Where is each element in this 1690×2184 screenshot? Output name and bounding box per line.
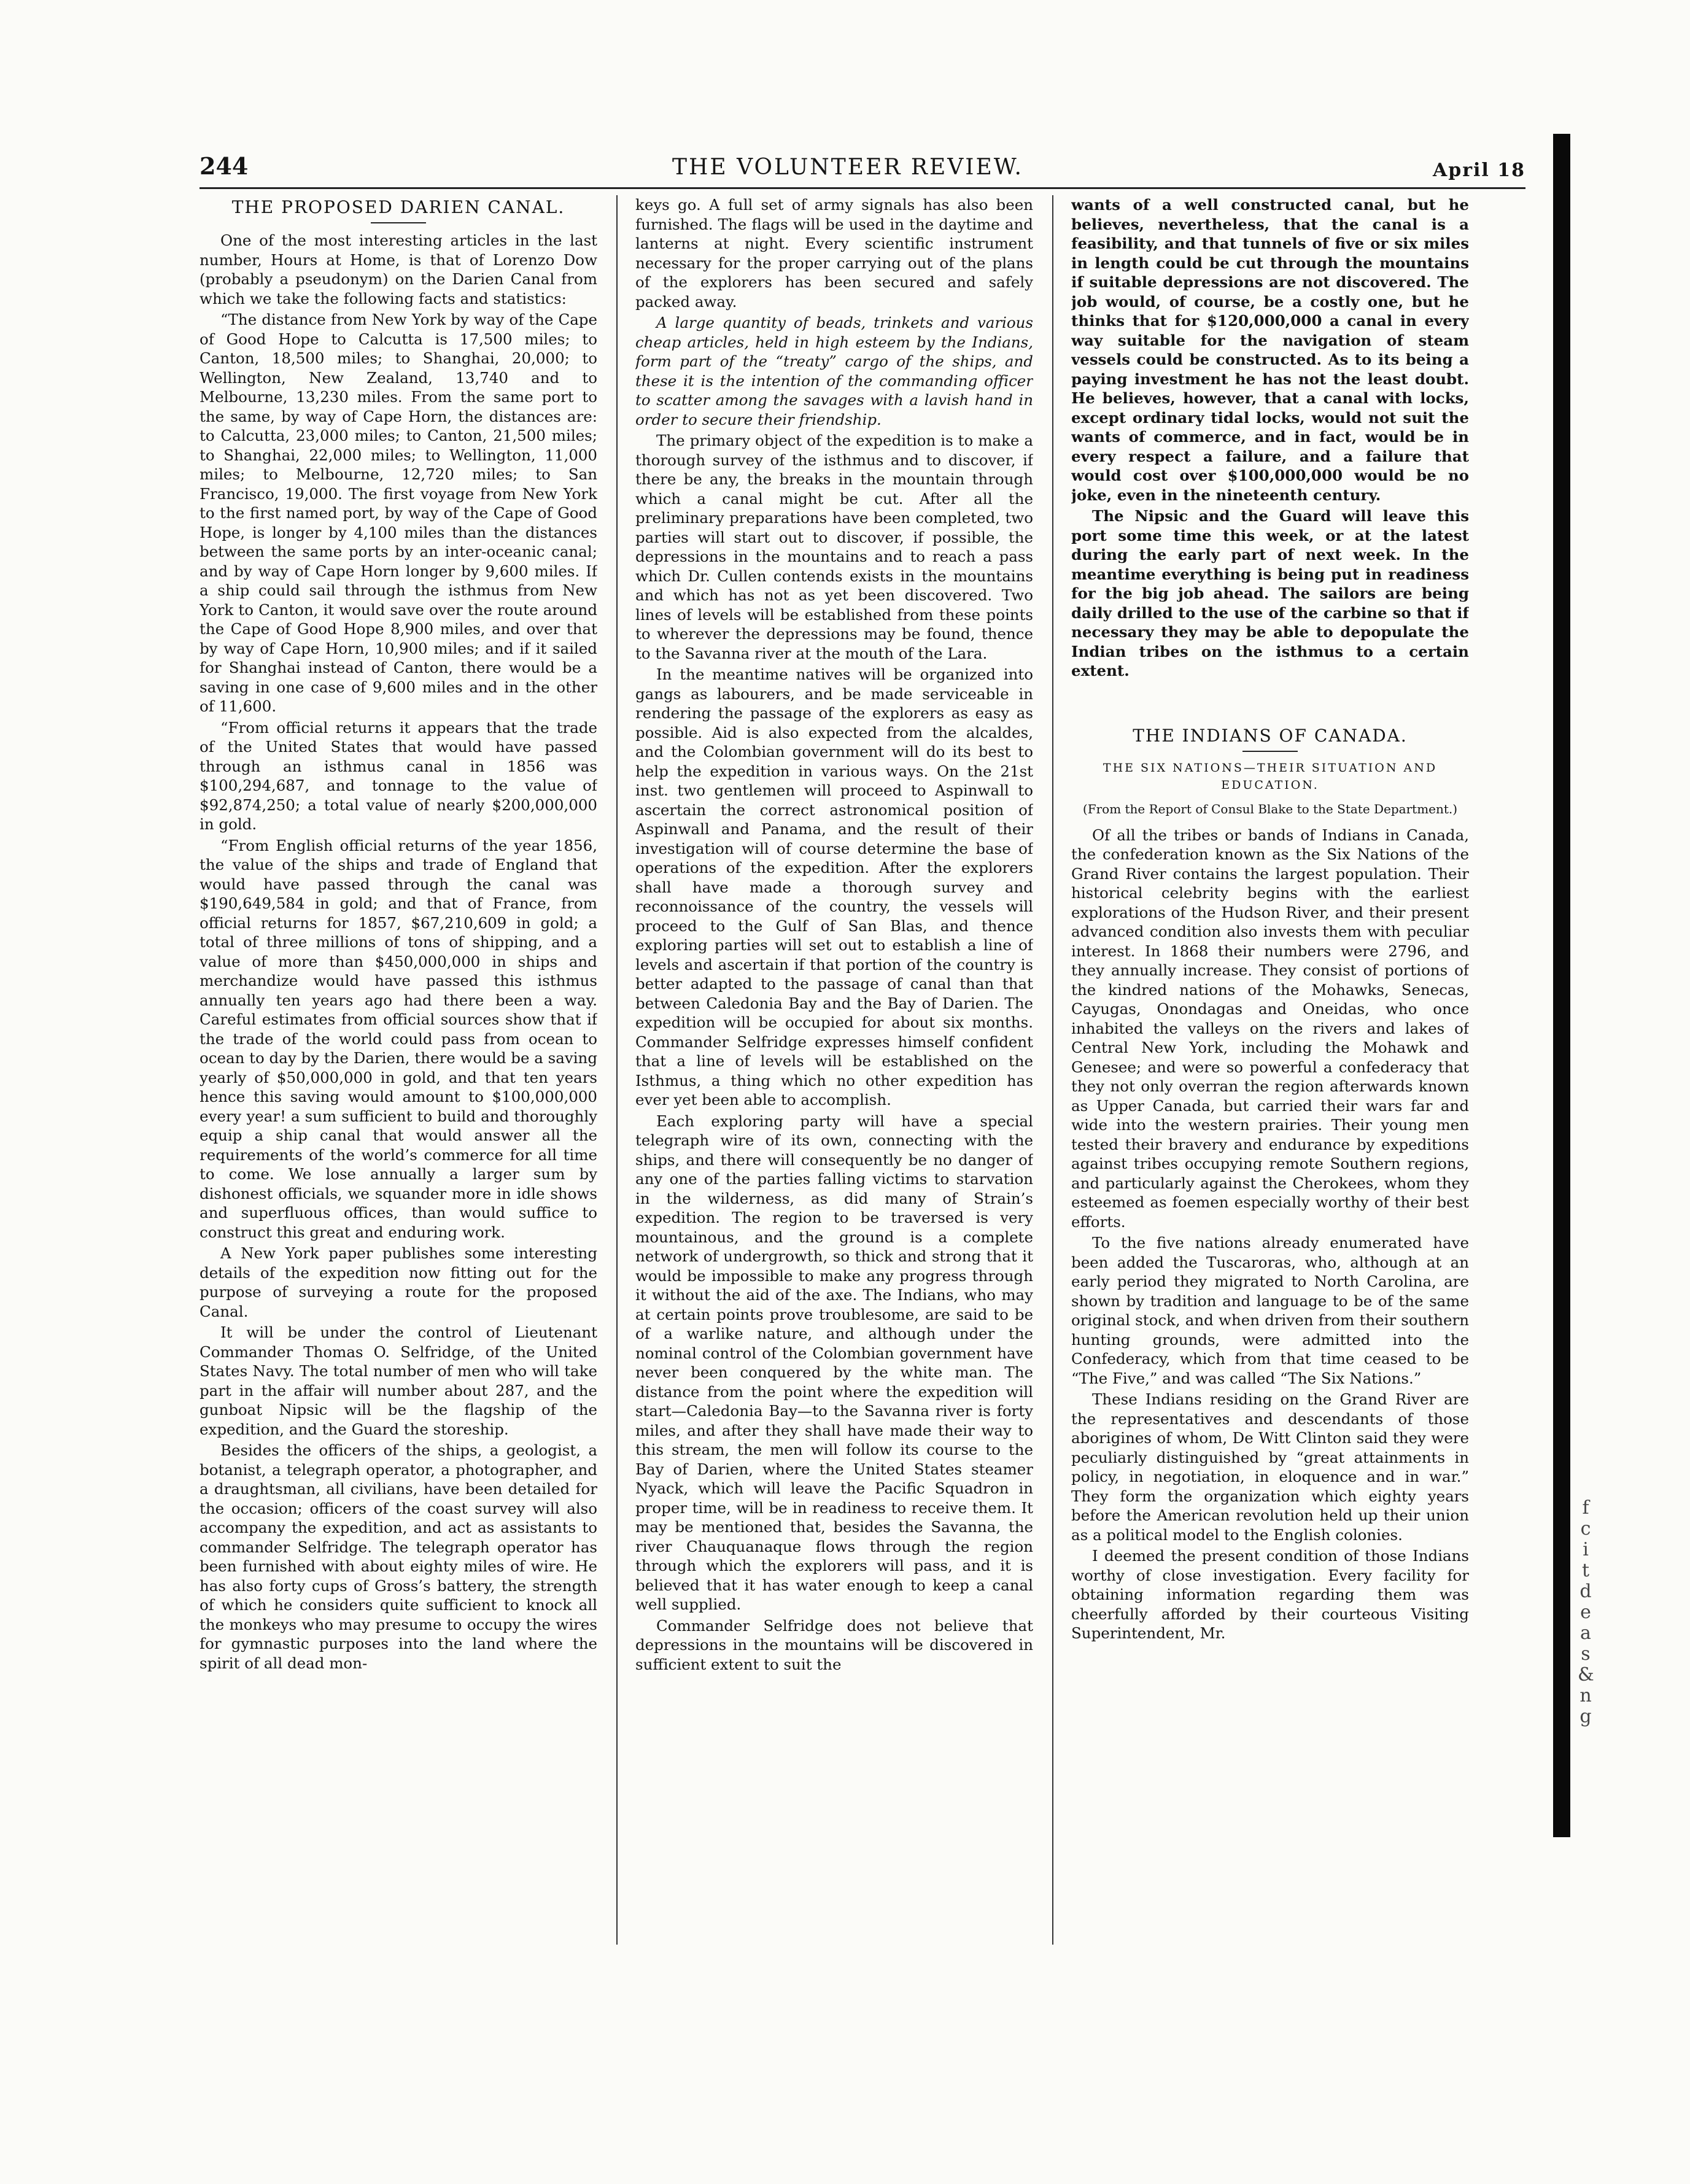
paragraph: “The distance from New York by way of the Cape of Good Hope to Calcutta is 17,500 miles; to Canton, 18,500 miles; to Shanghai, 20,000; to Wellington, New Zealand, 13,740 and to Melbourne, 13,230 miles. From the same port to the same, by way of Cape Horn, the distances are: to Calcutta, 23,000 miles; to Canton, 21,500 miles; to Shanghai, 22,000 miles; to Wellington, 11,000 miles; to Melbourne, 12,720 miles; to San Francisco, 19,000. The first voyage from New York to the first named port, by way of the Cape of Good Hope, is longer by 4,100 miles than the distances between the same ports by an inter-oceanic canal; and by way of Cape Horn longer by 9,600 miles. If a ship could sail through the isthmus from New York to Canton, it would save over the route around the Cape of Good Hope 8,900 miles, and over that by way of Cape Horn, 10,900 miles; and if it sailed for Shanghai instead of Canton, there would be a saving in one case of 9,600 miles and in the other of 11,600. [200, 311, 597, 715]
margin-char: d [1580, 1581, 1592, 1602]
paragraph: “From English official returns of the year 1856, the value of the ships and trade of England that would have passed through the canal was $190,649,584 in gold; and that of France, from official returns for 1857, $67,210,609 in gold; a total of three millions of tons of shipping, and a value of more than $450,000,000 in ships and merchandize would have passed this isthmus annually ten years ago had there been a way. Careful estimates from official sources show that if the trade of the world could pass from ocean to ocean to day by the Darien, there would be a saving yearly of $50,000,000 in gold, and that ten years hence this saving would amount to $100,000,000 every year! a sum sufficient to build and thoroughly equip a ship canal that would answer all the requirements of the world’s commerce for all time to come. We lose annually a larger sum by dishonest officials, we squander more in idle shows and superfluous offices, than would suffice to construct this great and enduring work. [200, 836, 597, 1241]
page-number: 244 [200, 152, 249, 180]
paragraph: It will be under the control of Lieutenant Commander Thomas O. Selfridge, of the United States Navy. The total number of men who will take part in the affair will number about 287, and the gunboat Nipsic will be the flagship of the expedition, and the Guard the storeship. [200, 1323, 597, 1438]
margin-char: t [1581, 1560, 1590, 1581]
article-title-darien-canal: THE PROPOSED DARIEN CANAL. [231, 197, 565, 217]
margin-char: & [1578, 1664, 1594, 1686]
column-divider [616, 195, 618, 1945]
paragraph: To the five nations already enumerated have been added the Tuscaroras, who, although at an early period they migrated to North Carolina, are shown by tradition and language to be of the same original stock, and when driven from their southern hunting grounds, were admitted into the Confederacy, which from that time ceased to be “The Five,” and was called “The Six Nations.” [1071, 1234, 1469, 1387]
margin-char: a [1580, 1622, 1591, 1644]
margin-char: n [1580, 1685, 1592, 1706]
margin-char: i [1583, 1539, 1589, 1560]
column-2 [635, 195, 1033, 2049]
article-subheading: THE SIX NATIONS—THEIR SITUATION AND EDUCATION. [1103, 761, 1438, 792]
paragraph: These Indians residing on the Grand River are the representatives and descendants of those aborigines of whom, De Witt Clinton said they were peculiarly distinguished by “great attainments in policy, in negotiation, in eloquence and in war.” They form the organization which eighty years before the American revolution held up their union as a political model to the English colonies. [1071, 1390, 1469, 1544]
column-3 [1071, 195, 1469, 2049]
paragraph: wants of a well constructed canal, but he believes, nevertheless, that the canal is a feasibility, and that tunnels of five or six miles in length could be cut through the mountains if suitable depressions are not discovered. The job would, of course, be a costly one, but he thinks that for $120,000,000 a canal in every way suitable for the navigation of steam vessels could be constructed. As to its being a paying investment he has not the least doubt. He believes, however, that a canal with locks, except ordinary tidal locks, would not suit the wants of commerce, and in fact, would be in every respect a failure, and a failure that would cost over $100,000,000 would be no joke, even in the nineteenth century. [1071, 196, 1469, 504]
paragraph: One of the most interesting articles in the last number, Hours at Home, is that of Lorenzo Dow (probably a pseudonym) on the Darien Canal from which we take the following facts and statistics: [200, 231, 597, 308]
paragraph: I deemed the present condition of those Indians worthy of close investigation. Every facility for obtaining information regarding them was cheerfully afforded by their courteous Visiting Superintendent, Mr. [1071, 1547, 1469, 1642]
paragraph: Besides the officers of the ships, a geologist, a botanist, a telegraph operator, a photographer, and a draughtsman, all civilians, have been detailed for the occasion; officers of the coast survey will also accompany the expedition, and act as assistants to commander Selfridge. The telegraph operator has been furnished with about eighty miles of wire. He has also forty cups of Gross’s battery, the strength of which he considers quite sufficient to knock all the monkeys who may presume to occupy the wires for gymnastic purposes into the land where the spirit of all dead mon- [200, 1441, 597, 1672]
paragraph: Of all the tribes or bands of Indians in Canada, the confederation known as the Six Nations of the Grand River contains the largest population. Their historical celebrity begins with the earliest explorations of the Hudson River, and their present advanced condition also invests them with peculiar interest. In 1868 their numbers were 2796, and they annually increase. They consist of portions of the kindred nations of the Mohawks, Senecas, Cayugas, Onondagas and Oneidas, who once inhabited the valleys on the rivers and lakes of Central New York, including the Mohawk and Genesee; and were so powerful a confederacy that they not only overran the region afterwards known as Upper Canada, but carried their wars far and wide into the western prairies. Their young men tested their bravery and endurance by expeditions against tribes occupying remote Southern regions, and particularly against the Cherokees, whom they esteemed as foemen especially worthy of their best efforts. [1071, 826, 1469, 1231]
margin-char: g [1580, 1706, 1592, 1727]
column-divider [1052, 195, 1053, 1945]
issue-date: April 18 [1432, 160, 1525, 181]
paragraph: The Nipsic and the Guard will leave this port some time this week, or at the latest during the early part of next week. In the meantime everything is being put in readiness for the big job ahead. The sailors are being daily drilled to the use of the carbine so that if necessary they may be able to depopulate the Indian tribes on the isthmus to a certain extent. [1071, 507, 1469, 680]
page-header [200, 152, 1525, 190]
publication-title: THE VOLUNTEER REVIEW. [672, 155, 1023, 180]
paragraph: A large quantity of beads, trinkets and various cheap articles, held in high esteem by the Indians, form part of the “treaty” cargo of the ships, and these it is the intention of the commanding officer to scatter among the savages with a lavish hand in order to secure their friendship. [635, 314, 1033, 428]
paragraph: The primary object of the expedition is to make a thorough survey of the isthmus and to discover, if there be any, the breaks in the mountain through which a canal might be cut. After all the preliminary preparations have been completed, two parties will start out to discover, if possible, the depressions in the mountains and to reach a pass which Dr. Cullen contends exists in the mountains and which has not as yet been discovered. Two lines of levels will be established from these points to wherever the depressions may be found, thence to the Savanna river at the mouth of the Lara. [635, 432, 1033, 662]
margin-char: s [1581, 1643, 1591, 1665]
margin-bleed-text [1578, 1498, 1594, 1866]
title-rule [1242, 751, 1298, 752]
binding-edge-bar [1553, 134, 1570, 1837]
paragraph: Each exploring party will have a special telegraph wire of its own, connecting with the ships, and there will consequently be no danger of any one of the parties falling victims to starvation in the wilderness, as did many of Strain’s expedition. The region to be traversed is very mountainous, and the ground is a complete network of undergrowth, so thick and strong that it would be impossible to make any progress through it without the aid of the axe. The Indians, who may at certain points prove troublesome, are said to be of a warlike nature, and although under the nominal control of the Colombian government have never been conquered by the white man. The distance from the point where the expedition will start—Caledonia Bay—to the Savanna river is forty miles, and after they shall have made their way to this stream, the men will follow its course to the Bay of Darien, where the United States steamer Nyack, which will leave the Pacific Squadron in proper time, will be in readiness to receive them. It may be mentioned that, besides the Savanna, the river Chauquanaque flows through the region through which the explorers will pass, and it is believed that it has water enough to keep a canal well supplied. [635, 1112, 1033, 1613]
article-source-note: (From the Report of Consul Blake to the State Department.) [1082, 801, 1458, 816]
paragraph: A New York paper publishes some interesting details of the expedition now fitting out for the purpose of surveying a route for the proposed Canal. [200, 1244, 597, 1320]
margin-char: e [1580, 1601, 1591, 1623]
margin-char: f [1582, 1497, 1589, 1519]
header-rule [200, 187, 1525, 189]
article-title-indians-of-canada: THE INDIANS OF CANADA. [1133, 725, 1408, 746]
paragraph: “From official returns it appears that the trade of the United States that would have passed through an isthmus canal in 1856 was $100,294,687, and tonnage to the value of $92,874,250; a total value of nearly $200,000,000 in gold. [200, 718, 597, 833]
paragraph: Commander Selfridge does not believe that depressions in the mountains will be discovered in sufficient extent to suit the [635, 1616, 1033, 1673]
margin-char: c [1580, 1518, 1591, 1539]
column-1 [200, 195, 597, 2049]
paragraph: In the meantime natives will be organized into gangs as labourers, and be made serviceable in rendering the passage of the explorers as easy as possible. Aid is also expected from the alcaldes, and the Colombian government will do its best to help the expedition in various ways. On the 21st inst. two gentlemen will proceed to Aspinwall to ascertain the correct astronomical position of Aspinwall and Panama, and the result of their investigation will of course determine the base of operations of the expedition. After the explorers shall have made a thorough survey and reconnoissance of the country, the vessels will proceed to the Gulf of San Blas, and thence exploring parties will set out to establish a line of levels and ascertain if that portion of the country is better adapted to the passage of canal than that between Caledonia Bay and the Bay of Darien. The expedition will be occupied for about six months. Commander Selfridge expresses himself confident that a line of levels will be established on the Isthmus, a thing which no other expedition has ever yet been able to accomplish. [635, 665, 1033, 1109]
title-rule [371, 222, 426, 223]
paragraph: keys go. A full set of army signals has also been furnished. The flags will be used in the daytime and lanterns at night. Every scientific instrument necessary for the proper carrying out of the plans of the explorers has been secured and safely packed away. [635, 196, 1033, 311]
